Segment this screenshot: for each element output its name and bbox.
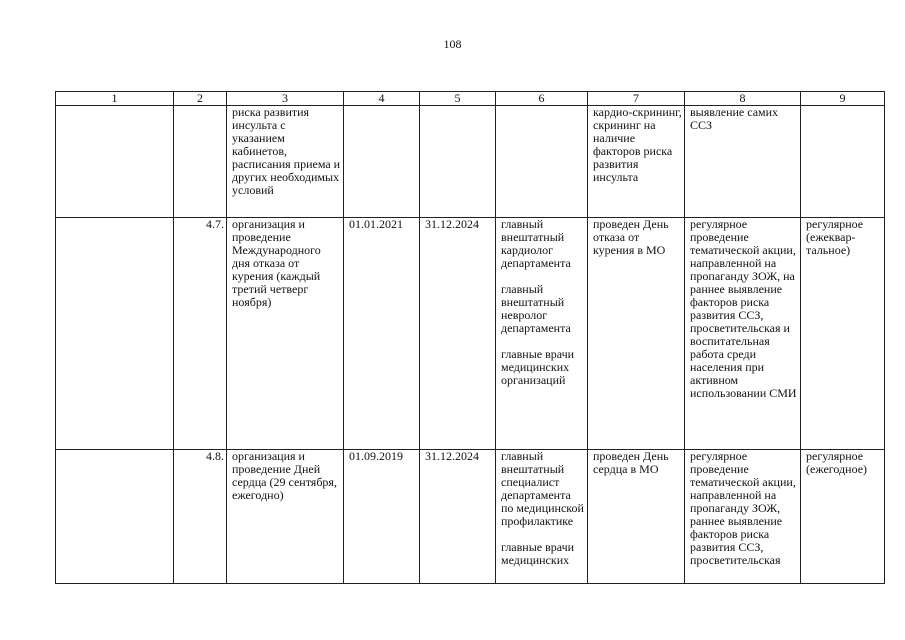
cell-item-number bbox=[174, 106, 227, 218]
cell-item-number: 4.8. bbox=[174, 450, 227, 584]
page-number: 108 bbox=[443, 37, 462, 51]
cell-paragraph: главные врачи медицинских организаций bbox=[501, 347, 575, 387]
cell-activity bbox=[227, 450, 344, 584]
cell-frequency bbox=[801, 106, 885, 218]
cell-start-date: 01.01.2021 bbox=[344, 218, 420, 450]
cell-frequency: регулярное (ежеквар-тальное) bbox=[801, 218, 885, 450]
cell-paragraph: организация и проведение Дней сердца (29 сентября, ежегодно) bbox=[232, 449, 337, 502]
cell-result bbox=[588, 106, 685, 218]
cell-responsible bbox=[496, 106, 588, 218]
column-header: 3 bbox=[227, 92, 344, 106]
cell-paragraph: главный внештатный невролог департамента bbox=[501, 282, 571, 335]
column-header: 9 bbox=[801, 92, 885, 106]
cell-end-date: 31.12.2024 bbox=[420, 450, 496, 584]
cell-end-date: 31.12.2024 bbox=[420, 218, 496, 450]
cell-effect bbox=[685, 218, 801, 450]
cell-responsible bbox=[496, 450, 588, 584]
cell-effect bbox=[685, 450, 801, 584]
cell-paragraph: главный внештатный кардиолог департамента bbox=[501, 217, 571, 270]
activities-table bbox=[55, 91, 885, 584]
table-row bbox=[56, 450, 885, 584]
cell-paragraph: кардио-скрининг, скрининг на наличие факторов риска развития инсульта bbox=[593, 105, 682, 184]
cell-paragraph: главный внештатный специалист департамента по медицинской профилактике bbox=[501, 450, 584, 528]
column-header: 8 bbox=[685, 92, 801, 106]
cell-activity bbox=[227, 106, 344, 218]
cell-section bbox=[56, 218, 174, 450]
column-header: 5 bbox=[420, 92, 496, 106]
cell-paragraph: проведен День отказа от курения в МО bbox=[593, 217, 669, 257]
cell-frequency: регулярное (ежегодное) bbox=[801, 450, 885, 584]
column-number-row bbox=[56, 92, 885, 106]
cell-paragraph: риска развития инсульта с указанием кабинетов, расписания приема и других необходимых условий bbox=[232, 105, 341, 197]
column-header: 6 bbox=[496, 92, 588, 106]
cell-start-date: 01.09.2019 bbox=[344, 450, 420, 584]
cell-paragraph: регулярное проведение тематической акции, направленной на пропаганду ЗОЖ, раннее выявление факторов риска развития ССЗ, просветительская bbox=[690, 450, 796, 567]
cell-paragraph: регулярное проведение тематической акции, направленной на пропаганду ЗОЖ, на раннее выявление факторов риска развития ССЗ, просветительская и воспитательная работа среди населения при активном использовании СМИ bbox=[690, 217, 797, 400]
column-header: 2 bbox=[174, 92, 227, 106]
cell-paragraph: проведен День сердца в МО bbox=[593, 449, 669, 476]
cell-item-number: 4.7. bbox=[174, 218, 227, 450]
cell-responsible bbox=[496, 218, 588, 450]
column-header: 4 bbox=[344, 92, 420, 106]
cell-paragraph: главные врачи медицинских bbox=[501, 540, 575, 567]
cell-result bbox=[588, 450, 685, 584]
cell-paragraph: выявление самих ССЗ bbox=[690, 105, 779, 132]
cell-section bbox=[56, 450, 174, 584]
table-row bbox=[56, 218, 885, 450]
cell-paragraph: организация и проведение Международного дня отказа от курения (каждый третий четверг ноября) bbox=[232, 217, 321, 309]
cell-result bbox=[588, 218, 685, 450]
cell-section bbox=[56, 106, 174, 218]
cell-effect bbox=[685, 106, 801, 218]
column-header: 1 bbox=[56, 92, 174, 106]
column-header: 7 bbox=[588, 92, 685, 106]
cell-activity bbox=[227, 218, 344, 450]
cell-start-date bbox=[344, 106, 420, 218]
table-row bbox=[56, 106, 885, 218]
cell-end-date bbox=[420, 106, 496, 218]
